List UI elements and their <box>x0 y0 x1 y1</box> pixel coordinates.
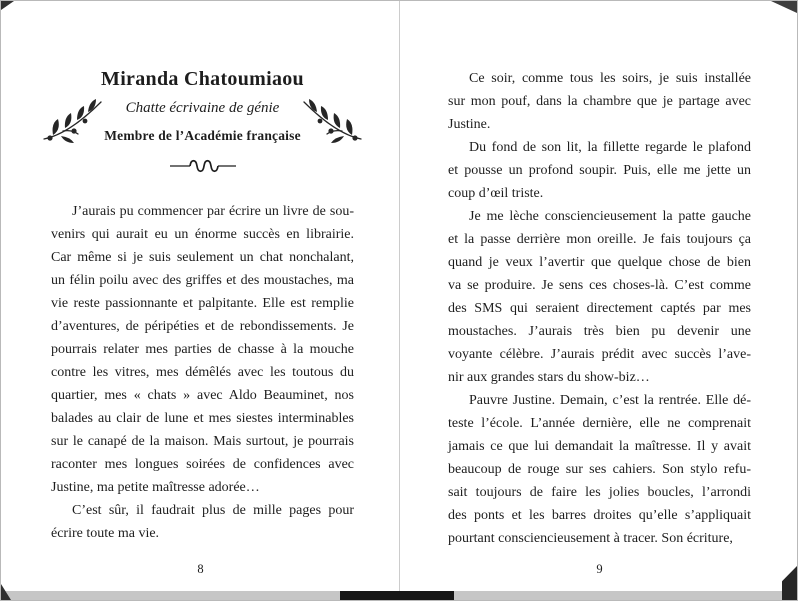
text-line: quand je veux l’avertir que quelque chose de bien <box>448 255 751 270</box>
text-line: d’aventures, de péripéties et de rebondissements. Je <box>51 319 354 334</box>
text-line: beaucoup de rouge sur ses cahiers. Son stylo refu- <box>448 462 751 477</box>
paragraph <box>448 67 751 136</box>
text-line: C’est sûr, il faudrait plus de mille pages pour <box>72 503 354 518</box>
chapter-header <box>51 67 354 174</box>
text-line: Justine, ma petite maîtresse adorée… <box>51 480 260 495</box>
text-line: pourrais relater mes parties de chasse à la mouche <box>51 342 354 357</box>
page-right <box>400 1 798 593</box>
text-line: Car même si je suis seulement un chat nonchalant, <box>51 250 354 265</box>
author-affiliation: Membre de l’Académie française <box>104 128 301 143</box>
scan-artifact-spine-shadow <box>340 591 454 600</box>
text-line: voyante célèbre. J’aurais prédit avec succès l’ave- <box>448 347 751 362</box>
text-line: et la passe derrière mon oreille. Je fais toujours ça <box>448 232 751 247</box>
paragraph <box>448 205 751 389</box>
olive-branch-icon <box>300 93 364 145</box>
text-line: raconter mes longues soirées de confidences avec <box>51 457 354 472</box>
text-line: vie reste passionnante et palpitante. Elle est remplie <box>51 296 354 311</box>
text-line: coup d’œil triste. <box>448 186 544 201</box>
text-line: jamais ce que lui demandait la maîtresse. Il y avait <box>448 439 751 454</box>
text-line: J’aurais pu commencer par écrire un livre de sou- <box>72 204 354 219</box>
text-line: pourtant consciencieusement à tracer. Son écriture, <box>448 531 733 546</box>
text-line: et pousse un profond soupir. Puis, elle me jette un <box>448 163 751 178</box>
author-subtitle: Chatte écrivaine de génie <box>125 100 280 116</box>
squiggle-divider-icon <box>168 158 238 174</box>
text-line: balades au clair de lune et mes siestes interminables <box>51 411 354 426</box>
text-line: moustaches. J’aurais très bien pu devenir une <box>448 324 751 339</box>
page-left-text <box>51 200 354 545</box>
text-line: un félin poilu avec des griffes et des moustaches, ma <box>51 273 354 288</box>
paragraph <box>448 389 751 550</box>
paragraph <box>51 200 354 499</box>
page-right-text <box>448 67 751 550</box>
paragraph <box>448 136 751 205</box>
text-line: teste l’école. L’année dernière, elle ne comprenait <box>448 416 751 431</box>
text-line: Justine. <box>448 117 491 132</box>
text-line: contre les vitres, mes démêlés avec les toutous du <box>51 365 354 380</box>
text-line: Ce soir, comme tous les soirs, je suis installée <box>469 71 751 86</box>
text-line: sur mon pouf, dans la chambre que je partage avec <box>448 94 751 109</box>
olive-branch-icon <box>41 93 105 145</box>
page-number-right: 9 <box>596 562 603 576</box>
text-line: des ponts et les barres droites qu’elle s’appliquait <box>448 508 751 523</box>
text-line: Pauvre Justine. Demain, c’est la rentrée. Elle dé- <box>469 393 751 408</box>
page-left <box>1 1 400 593</box>
author-title: Miranda Chatoumiaou <box>101 68 304 90</box>
text-line: Du fond de son lit, la fillette regarde le plafond <box>469 140 751 155</box>
text-line: sait toujours de faire les jolies boucles, l’arrondi <box>448 485 751 500</box>
text-line: Je me lèche consciencieusement la patte gauche <box>469 209 751 224</box>
page-number-left: 8 <box>197 562 204 576</box>
text-line: quartier, mes « chats » avec Aldo Beauminet, nos <box>51 388 354 403</box>
text-line: sur le canapé de la maison. Mais surtout, je pourrais <box>51 434 354 449</box>
text-line: venirs qui aurait eu un énorme succès en librairie. <box>51 227 354 242</box>
paragraph <box>51 499 354 545</box>
text-line: va se produire. Je sens ces choses-là. C’est comme <box>448 278 751 293</box>
text-line: écrire toute ma vie. <box>51 526 160 541</box>
text-line: nir aux grandes stars du show-biz… <box>448 370 650 385</box>
text-line: des SMS qui seraient directement captés par mes <box>448 301 751 316</box>
